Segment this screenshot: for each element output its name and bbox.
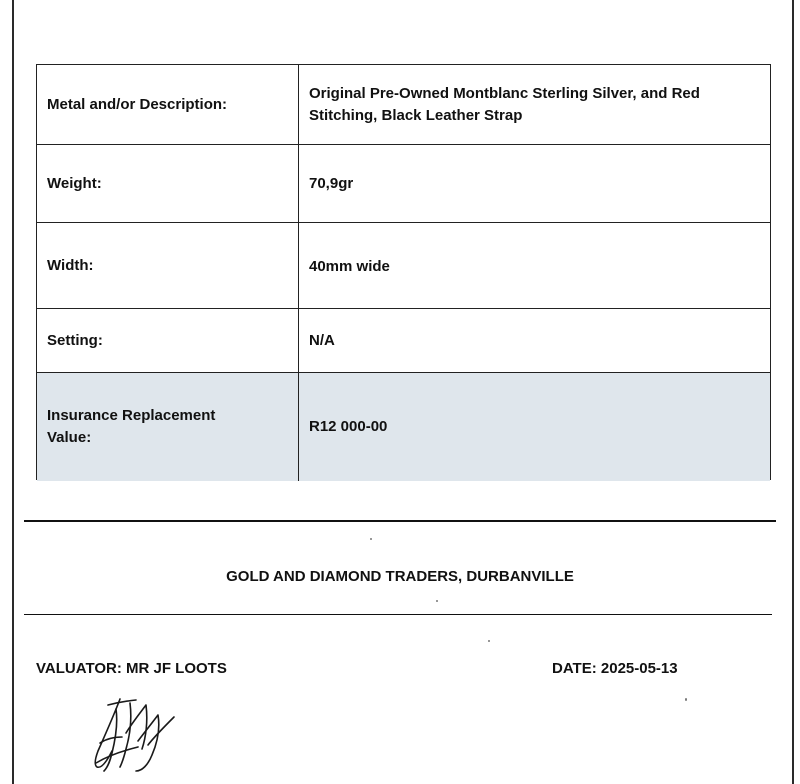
width-value: 40mm wide: [309, 258, 390, 275]
company-name: GOLD AND DIAMOND TRADERS, DURBANVILLE: [226, 568, 574, 585]
signature-image: [86, 693, 182, 773]
setting-value: N/A: [309, 332, 335, 349]
valuation-date: DATE: 2025-05-13: [552, 660, 678, 677]
weight-value: 70,9gr: [309, 175, 354, 192]
insurance-value: R12 000-00: [309, 418, 388, 435]
description-value: Original Pre-Owned Montblanc Sterling Silver, and Red Stitching, Black Leather Strap: [309, 84, 700, 124]
scan-edge-left: [12, 0, 14, 784]
setting-label: Setting:: [37, 309, 299, 372]
insurance-label-text: Insurance Replacement Value:: [47, 407, 216, 446]
divider-top: [24, 520, 776, 522]
table-row-insurance-value: [37, 373, 770, 481]
weight-label: Weight:: [37, 145, 299, 222]
table-row-setting: [37, 309, 770, 373]
table-row-width: [37, 223, 770, 309]
scan-edge-right: [792, 0, 794, 784]
scan-speck: [370, 538, 372, 540]
table-row-weight: [37, 145, 770, 223]
scan-speck: [436, 600, 438, 602]
width-label: Width:: [37, 223, 299, 308]
table-row-description: [37, 65, 770, 145]
scan-speck: [488, 640, 490, 642]
valuation-table: [36, 64, 771, 480]
scan-speck: [685, 698, 687, 701]
divider-bottom: [24, 614, 772, 615]
insurance-label: [37, 373, 299, 481]
valuator-name: VALUATOR: MR JF LOOTS: [36, 660, 227, 677]
description-label: Metal and/or Description:: [37, 65, 299, 144]
